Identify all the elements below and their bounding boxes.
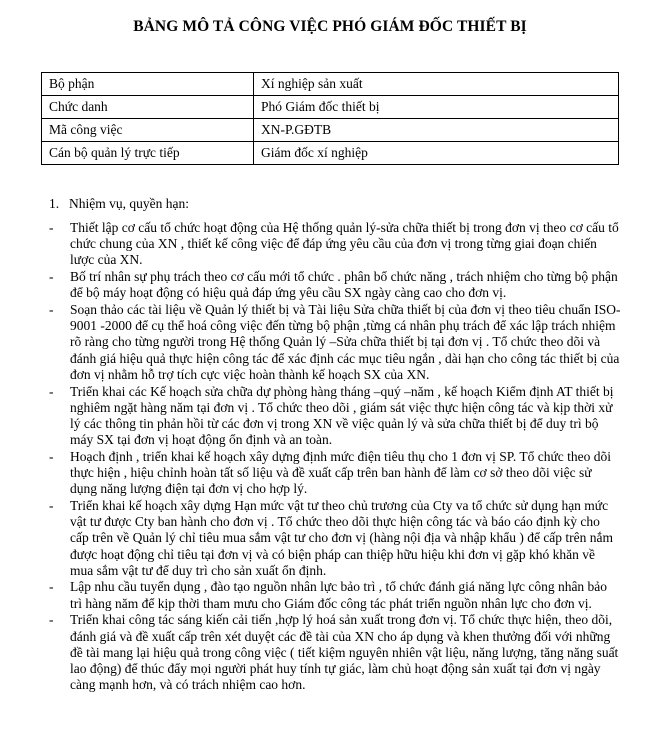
list-item <box>49 612 621 693</box>
section-title: Nhiệm vụ, quyền hạn: <box>69 196 189 211</box>
info-value-job-code: XN-P.GĐTB <box>254 119 619 142</box>
info-value-position: Phó Giám đốc thiết bị <box>254 96 619 119</box>
list-item-text: Soạn thảo các tài liệu về Quản lý thiết bị và Tài liệu Sửa chữa thiết bị của đơn vị theo tiêu chuẩn ISO-9001 -2000 để cụ thể hoá công việc đến từng bộ phận ,từng cá nhân phụ trách để xác lập trách nhiệm rõ ràng cho từng người trong Hệ thống Quản lý –Sửa chữa thiết bị tại đơn vị . Tổ chức theo dõi và đánh giá hiệu quả thực hiện công tác để xác định các mục tiêu ngắn , dài hạn cho công tác thiết bị của đơn vị nhằm hỗ trợ tích cực việc hoàn thành kế hoạch SX của XN. <box>70 302 621 382</box>
section-number: 1. <box>49 196 60 211</box>
section-heading <box>49 196 189 212</box>
duties-list <box>49 220 621 694</box>
list-item <box>49 302 621 383</box>
info-value-direct-manager: Giám đốc xí nghiệp <box>254 142 619 165</box>
list-item-text: Triển khai kế hoạch xây dựng Hạn mức vật tư theo chủ trương của Cty va tổ chức sử dụng hạn mức vật tư được Cty ban hành cho đơn vị . Tổ chức theo dõi thực hiện công tác và báo cáo định kỳ cho cấp trên về Quản lý chỉ tiêu mua sắm vật tư cho đơn vị (hàng nội địa và nhập khẩu ) để cấp trên nắm được hoạt động chỉ tiêu tại đơn vị và có biện pháp can thiệp hữu hiệu khi đơn vị gặp khó khăn về mua sắm vật tư để duy trì cho sản xuất ổn định. <box>70 497 614 578</box>
bullet-dash: - <box>49 383 54 399</box>
info-label-position: Chức danh <box>42 96 254 119</box>
list-item <box>49 220 621 269</box>
list-item-text: Triển khai các Kế hoạch sửa chữa dự phòng hàng tháng –quý –năm , kế hoạch Kiểm định AT thiết bị nghiêm ngặt hàng năm tại đơn vị . Tổ chức theo dõi , giám sát việc thực hiện công tác và kịp thời xử lý các thông tin phản hồi từ các đơn vị trong XN về việc quản lý và sửa chữa thiết bị để duy trì bộ máy SX tại đơn vị hoạt động ổn định và an toàn. <box>70 383 614 448</box>
info-label-job-code: Mã công việc <box>42 119 254 142</box>
table-row <box>42 119 619 142</box>
bullet-dash: - <box>49 612 54 628</box>
info-label-department: Bộ phận <box>42 73 254 96</box>
bullet-dash: - <box>49 448 54 464</box>
bullet-dash: - <box>49 579 54 595</box>
list-item <box>49 498 621 579</box>
list-item-text: Lập nhu cầu tuyển dụng , đào tạo nguồn nhân lực bảo trì , tổ chức đánh giá năng lực công nhân bảo trì hàng năm để kịp thời tham mưu cho Giám đốc công tác phát triển nguồn nhân lực cho đơn vị. <box>70 579 608 611</box>
bullet-dash: - <box>49 220 54 235</box>
bullet-dash: - <box>49 497 54 513</box>
list-item-text: Thiết lập cơ cấu tổ chức hoạt động của Hệ thống quản lý-sửa chữa thiết bị trong đơn vị theo cơ cấu tổ chức chung của XN , thiết kế công việc để đáp ứng yêu cầu của đơn vị trong từng giai đoạn chiến lược của XN. <box>70 220 619 268</box>
table-row <box>42 96 619 119</box>
list-item-text: Bố trí nhân sự phụ trách theo cơ cấu mới tổ chức . phân bổ chức năng , trách nhiệm cho từng bộ phận để bộ máy hoạt động có hiệu quả đáp ứng yêu cầu SX ngày càng cao cho đơn vị. <box>70 269 618 301</box>
info-label-direct-manager: Cán bộ quản lý trực tiếp <box>42 142 254 165</box>
info-value-department: Xí nghiệp sản xuất <box>254 73 619 96</box>
list-item <box>49 384 621 449</box>
job-info-table <box>41 72 619 165</box>
list-item <box>49 269 621 301</box>
list-item <box>49 449 621 498</box>
list-item-text: Triển khai công tác sáng kiến cải tiến ,hợp lý hoá sản xuất trong đơn vị. Tổ chức thực hiện, theo dõi, đánh giá và đề xuất cấp trên xét duyệt các đề tài của XN cho áp dụng và khen thưởng đối với những đề tài mang lại hiệu quả trong công việc ( tiết kiệm nguyên nhiên vật liệu, năng lượng, tăng năng suất lao động) để thúc đẩy mọi người phát huy tính tự giác, làm chủ hoạt động sản xuất tại đơn vị ngày càng mạnh hơn, và có trách nhiệm cao hơn. <box>70 612 619 693</box>
document-title: BẢNG MÔ TẢ CÔNG VIỆC PHÓ GIÁM ĐỐC THIẾT BỊ <box>133 18 527 35</box>
table-row <box>42 73 619 96</box>
bullet-dash: - <box>49 302 54 318</box>
table-row <box>42 142 619 165</box>
list-item-text: Hoạch định , triển khai kế hoạch xây dựng định mức điện tiêu thụ cho 1 đơn vị SP. Tổ chức theo dõi thực hiện , hiệu chỉnh hoàn tất số liệu và đề xuất cấp trên ban hành để làm cơ sở theo dõi việc sử dụng năng lượng điện tại đơn vị cho hợp lý. <box>70 448 611 497</box>
bullet-dash: - <box>49 269 54 285</box>
list-item <box>49 579 621 611</box>
